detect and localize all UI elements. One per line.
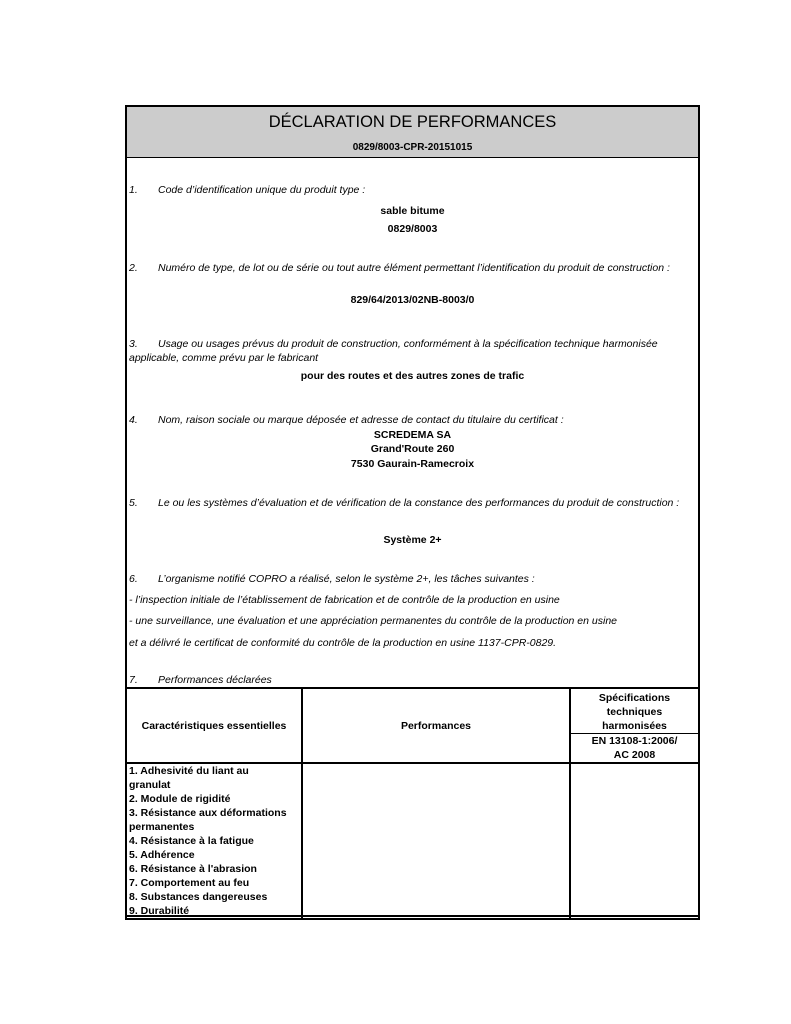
declaration-document	[125, 105, 700, 917]
section-3-label: 3. Usage ou usages prévus du produit de construction, conformément à la spécification technique harmonisée applicable, comme prévu par le fabricant	[129, 338, 658, 364]
section-4-label: 4. Nom, raison sociale ou marque déposée et adresse de contact du titulaire du certificat :	[129, 414, 564, 426]
document-reference: 0829/8003-CPR-20151015	[352, 142, 473, 153]
table-header-row	[126, 688, 699, 763]
performance-table	[125, 687, 700, 920]
spec-title: Spécifications techniques harmonisées	[598, 692, 671, 732]
company-city: 7530 Gaurain-Ramecroix	[350, 458, 475, 470]
company-street: Grand'Route 260	[370, 443, 455, 455]
performances-cell	[302, 763, 570, 919]
section-6-label: 6. L’organisme notifié COPRO a réalisé, selon le système 2+, les tâches suivantes :	[129, 573, 535, 585]
header-specifications	[570, 688, 699, 763]
task-line-2: - une surveillance, une évaluation et une appréciation permanentes du contrôle de la production en usine	[129, 615, 617, 627]
section-7-label: 7. Performances déclarées	[129, 674, 272, 686]
task-line-1: - l’inspection initiale de l’établissement de fabrication et de contrôle de la production en usine	[129, 594, 560, 606]
header-characteristics: Caractéristiques essentielles	[126, 688, 302, 763]
table-row	[126, 763, 699, 919]
page-title: DÉCLARATION DE PERFORMANCES	[268, 113, 557, 131]
section-2-label: 2. Numéro de type, de lot ou de série ou tout autre élément permettant l’identification du produit de construction :	[129, 262, 670, 274]
specifications-cell	[570, 763, 699, 919]
section-1-label: 1. Code d’identification unique du produit type :	[129, 184, 366, 196]
assessment-system: Système 2+	[383, 534, 442, 546]
product-name: sable bitume	[380, 205, 445, 217]
document-header	[127, 107, 698, 158]
intended-use: pour des routes et des autres zones de trafic	[300, 370, 525, 382]
product-code: 0829/8003	[387, 223, 438, 235]
task-line-3: et a délivré le certificat de conformité du contrôle de la production en usine 1137-CPR-0829.	[129, 637, 557, 649]
header-performances: Performances	[302, 688, 570, 763]
section-5-label: 5. Le ou les systèmes d’évaluation et de vérification de la constance des performances du produit de construction :	[129, 497, 680, 509]
company-name: SCREDEMA SA	[373, 429, 452, 441]
characteristics-list: 1. Adhesivité du liant au granulat 2. Module de rigidité 3. Résistance aux déformations permanentes 4. Résistance à la fatigue 5. Adhérence 6. Résistance à l'abrasion 7. Comportement au feu 8. Substances dangereuses 9. Durabilité	[126, 763, 302, 919]
spec-standard: EN 13108-1:2006/ AC 2008	[571, 733, 698, 762]
type-number: 829/64/2013/02NB-8003/0	[350, 294, 475, 306]
